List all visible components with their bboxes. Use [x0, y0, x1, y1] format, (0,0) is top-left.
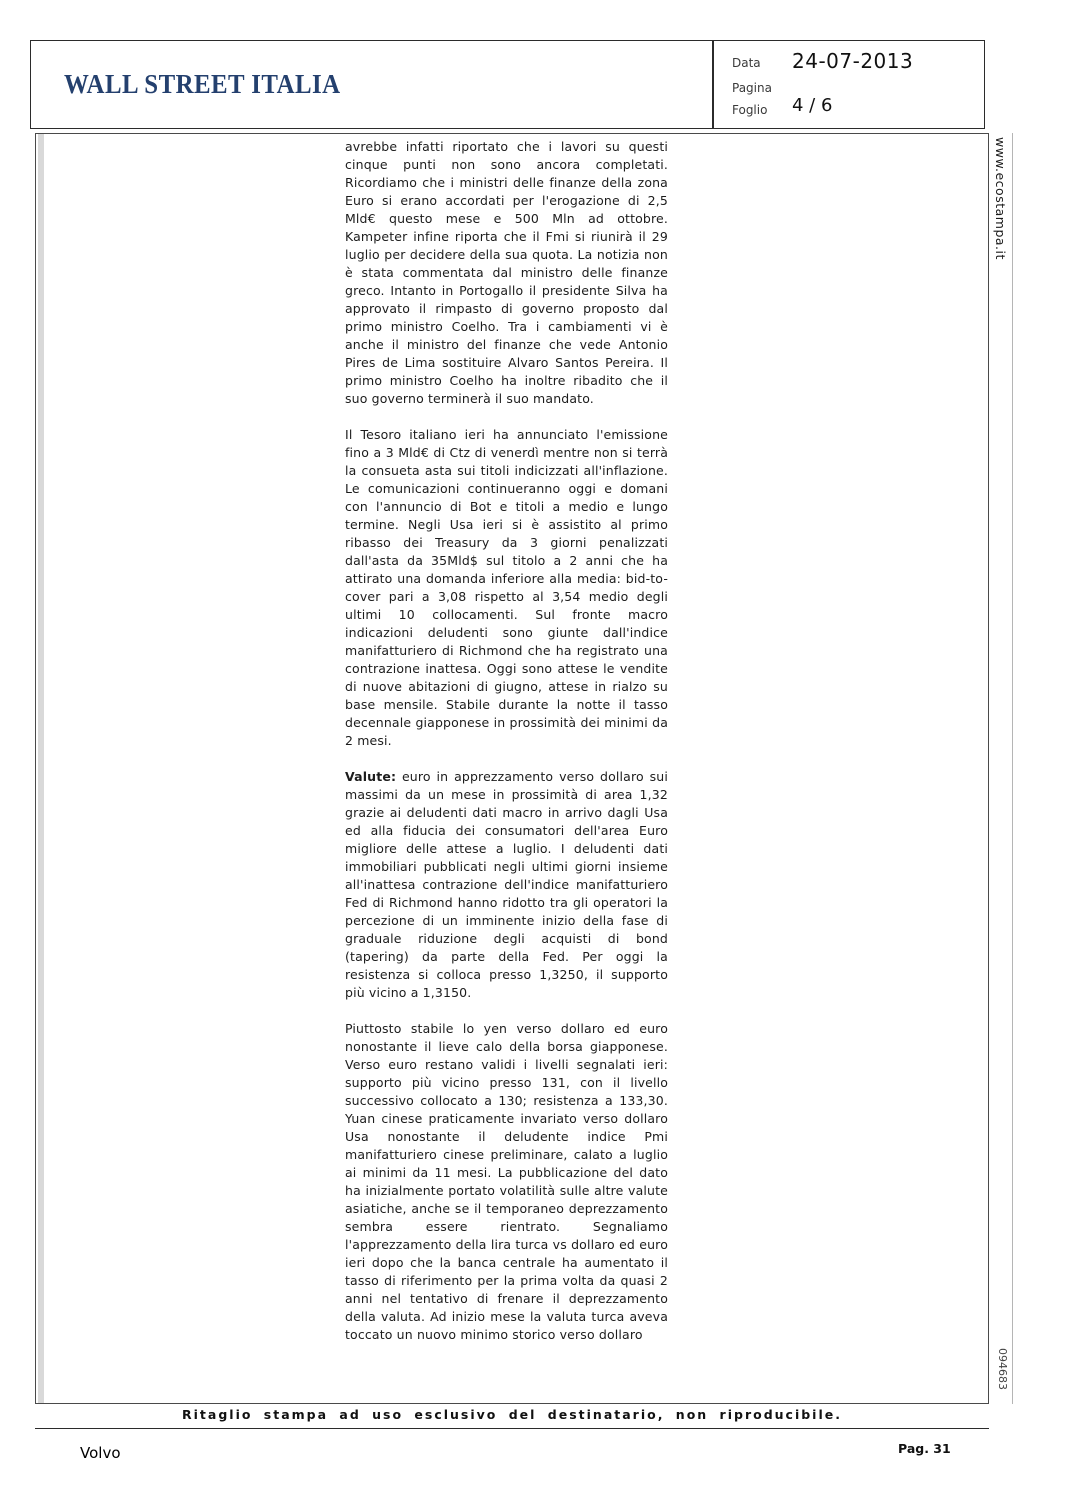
paragraph-text: avrebbe infatti riportato che i lavori su questi cinque punti non sono ancora completati. Ricordiamo che i ministri delle finanze della zona Euro si erano accordati per l'erogazione di 2,5 Mld€ questo mese e 500 Mln ad ottobre. Kampeter infine riporta che il Fmi si riunirà il 29 luglio per decidere della sua quota. La notizia non è stata commentata dal ministro delle finanze greco. Intanto in Portogallo il presidente Silva ha approvato il rimpasto di governo proposto dal primo ministro Coelho. Tra i cambiamenti vi è anche il ministro del finanze che vede Antonio Pires de Lima sostituire Alvaro Santos Pereira. Il primo ministro Coelho ha inoltre ribadito che il suo governo terminerà il suo mandato. [345, 139, 668, 406]
article-paragraph [345, 426, 668, 750]
article-paragraph [345, 138, 668, 408]
article-paragraph [345, 768, 668, 1002]
data-value: 24-07-2013 [792, 49, 914, 73]
ritaglio-disclaimer: Ritaglio stampa ad uso esclusivo del destinatario, non riproducibile. [182, 1407, 842, 1422]
bottom-rule [35, 1428, 989, 1429]
pagina-label: Pagina [732, 81, 772, 95]
article-paragraph [345, 1020, 668, 1344]
page-reference: Pag. 31 [898, 1441, 951, 1456]
foglio-value: 4 / 6 [792, 95, 833, 116]
ecostampa-url-vertical: www.ecostampa.it [993, 137, 1008, 260]
paragraph-text: Il Tesoro italiano ieri ha annunciato l'emissione fino a 3 Mld€ di Ctz di venerdì mentre non si terrà la consueta asta sui titoli indicizzati all'inflazione. Le comunicazioni continueranno oggi e domani con l'annuncio di Bot e titoli a medio e lungo termine. Negli Usa ieri si è assistito al primo ribasso dei Treasury da 3 giorni penalizzati dall'asta da 35Mld$ sul titolo a 2 anni che ha attirato una domanda inferiore alla media: bid-to-cover pari a 3,08 rispetto al 3,54 medio degli ultimi 10 collocamenti. Sul fronte macro indicazioni deludenti sono giunte dall'indice manifatturiero di Richmond che ha registrato una contrazione inattesa. Oggi sono attese le vendite di nuove abitazioni di giugno, attese in rialzo su base mensile. Stabile durante la notte il tasso decennale giapponese in prossimità dei minimi da 2 mesi. [345, 427, 668, 748]
client-name: Volvo [80, 1444, 121, 1462]
masthead-box [30, 40, 713, 129]
paragraph-lead: Valute: [345, 769, 397, 784]
article-frame [35, 133, 989, 1404]
paragraph-text: euro in apprezzamento verso dollaro sui massimi da un mese in prossimità di area 1,32 grazie ai deludenti dati macro in arrivo dagli Usa ed alla fiducia dei consumatori dell'area Euro migliore delle attese a luglio. I deludenti dati immobiliari pubblicati negli ultimi giorni insieme all'inattesa contrazione dell'indice manifatturiero Fed di Richmond hanno ridotto tra gli operatori la percezione di un imminente inizio della fase di graduale riduzione degli acquisti di bond (tapering) da parte della Fed. Per oggi la resistenza si colloca presso 1,3250, il supporto più vicino a 1,3150. [345, 769, 668, 1000]
publication-logo: WALL STREET ITALIA [64, 69, 341, 99]
outer-right-rule [1012, 133, 1013, 1404]
clipping-meta-box [713, 40, 985, 129]
data-label: Data [732, 56, 761, 70]
clipping-code-vertical: 094683 [996, 1348, 1009, 1390]
foglio-label: Foglio [732, 103, 768, 117]
paragraph-text: Piuttosto stabile lo yen verso dollaro ed euro nonostante il lieve calo della borsa giapponese. Verso euro restano validi i livelli segnalati ieri: supporto più vicino presso 131, con il livello successivo collocato a 130; resistenza a 133,30. Yuan cinese praticamente invariato verso dollaro Usa nonostante il deludente indice Pmi manifatturiero cinese preliminare, calato a luglio ai minimi da 11 mesi. La pubblicazione del dato ha inizialmente portato volatilità sulle altre valute asiatiche, anche se il temporaneo deprezzamento sembra essere rientrato. Segnaliamo l'apprezzamento della lira turca vs dollaro ed euro ieri dopo che la banca centrale ha aumentato il tasso di riferimento per la prima volta da quasi 2 anni nel tentativo di frenare il deprezzamento della valuta. Ad inizio mese la valuta turca aveva toccato un nuovo minimo storico verso dollaro [345, 1021, 668, 1342]
article-column [345, 138, 668, 1362]
scan-shadow-strip [38, 134, 44, 1403]
